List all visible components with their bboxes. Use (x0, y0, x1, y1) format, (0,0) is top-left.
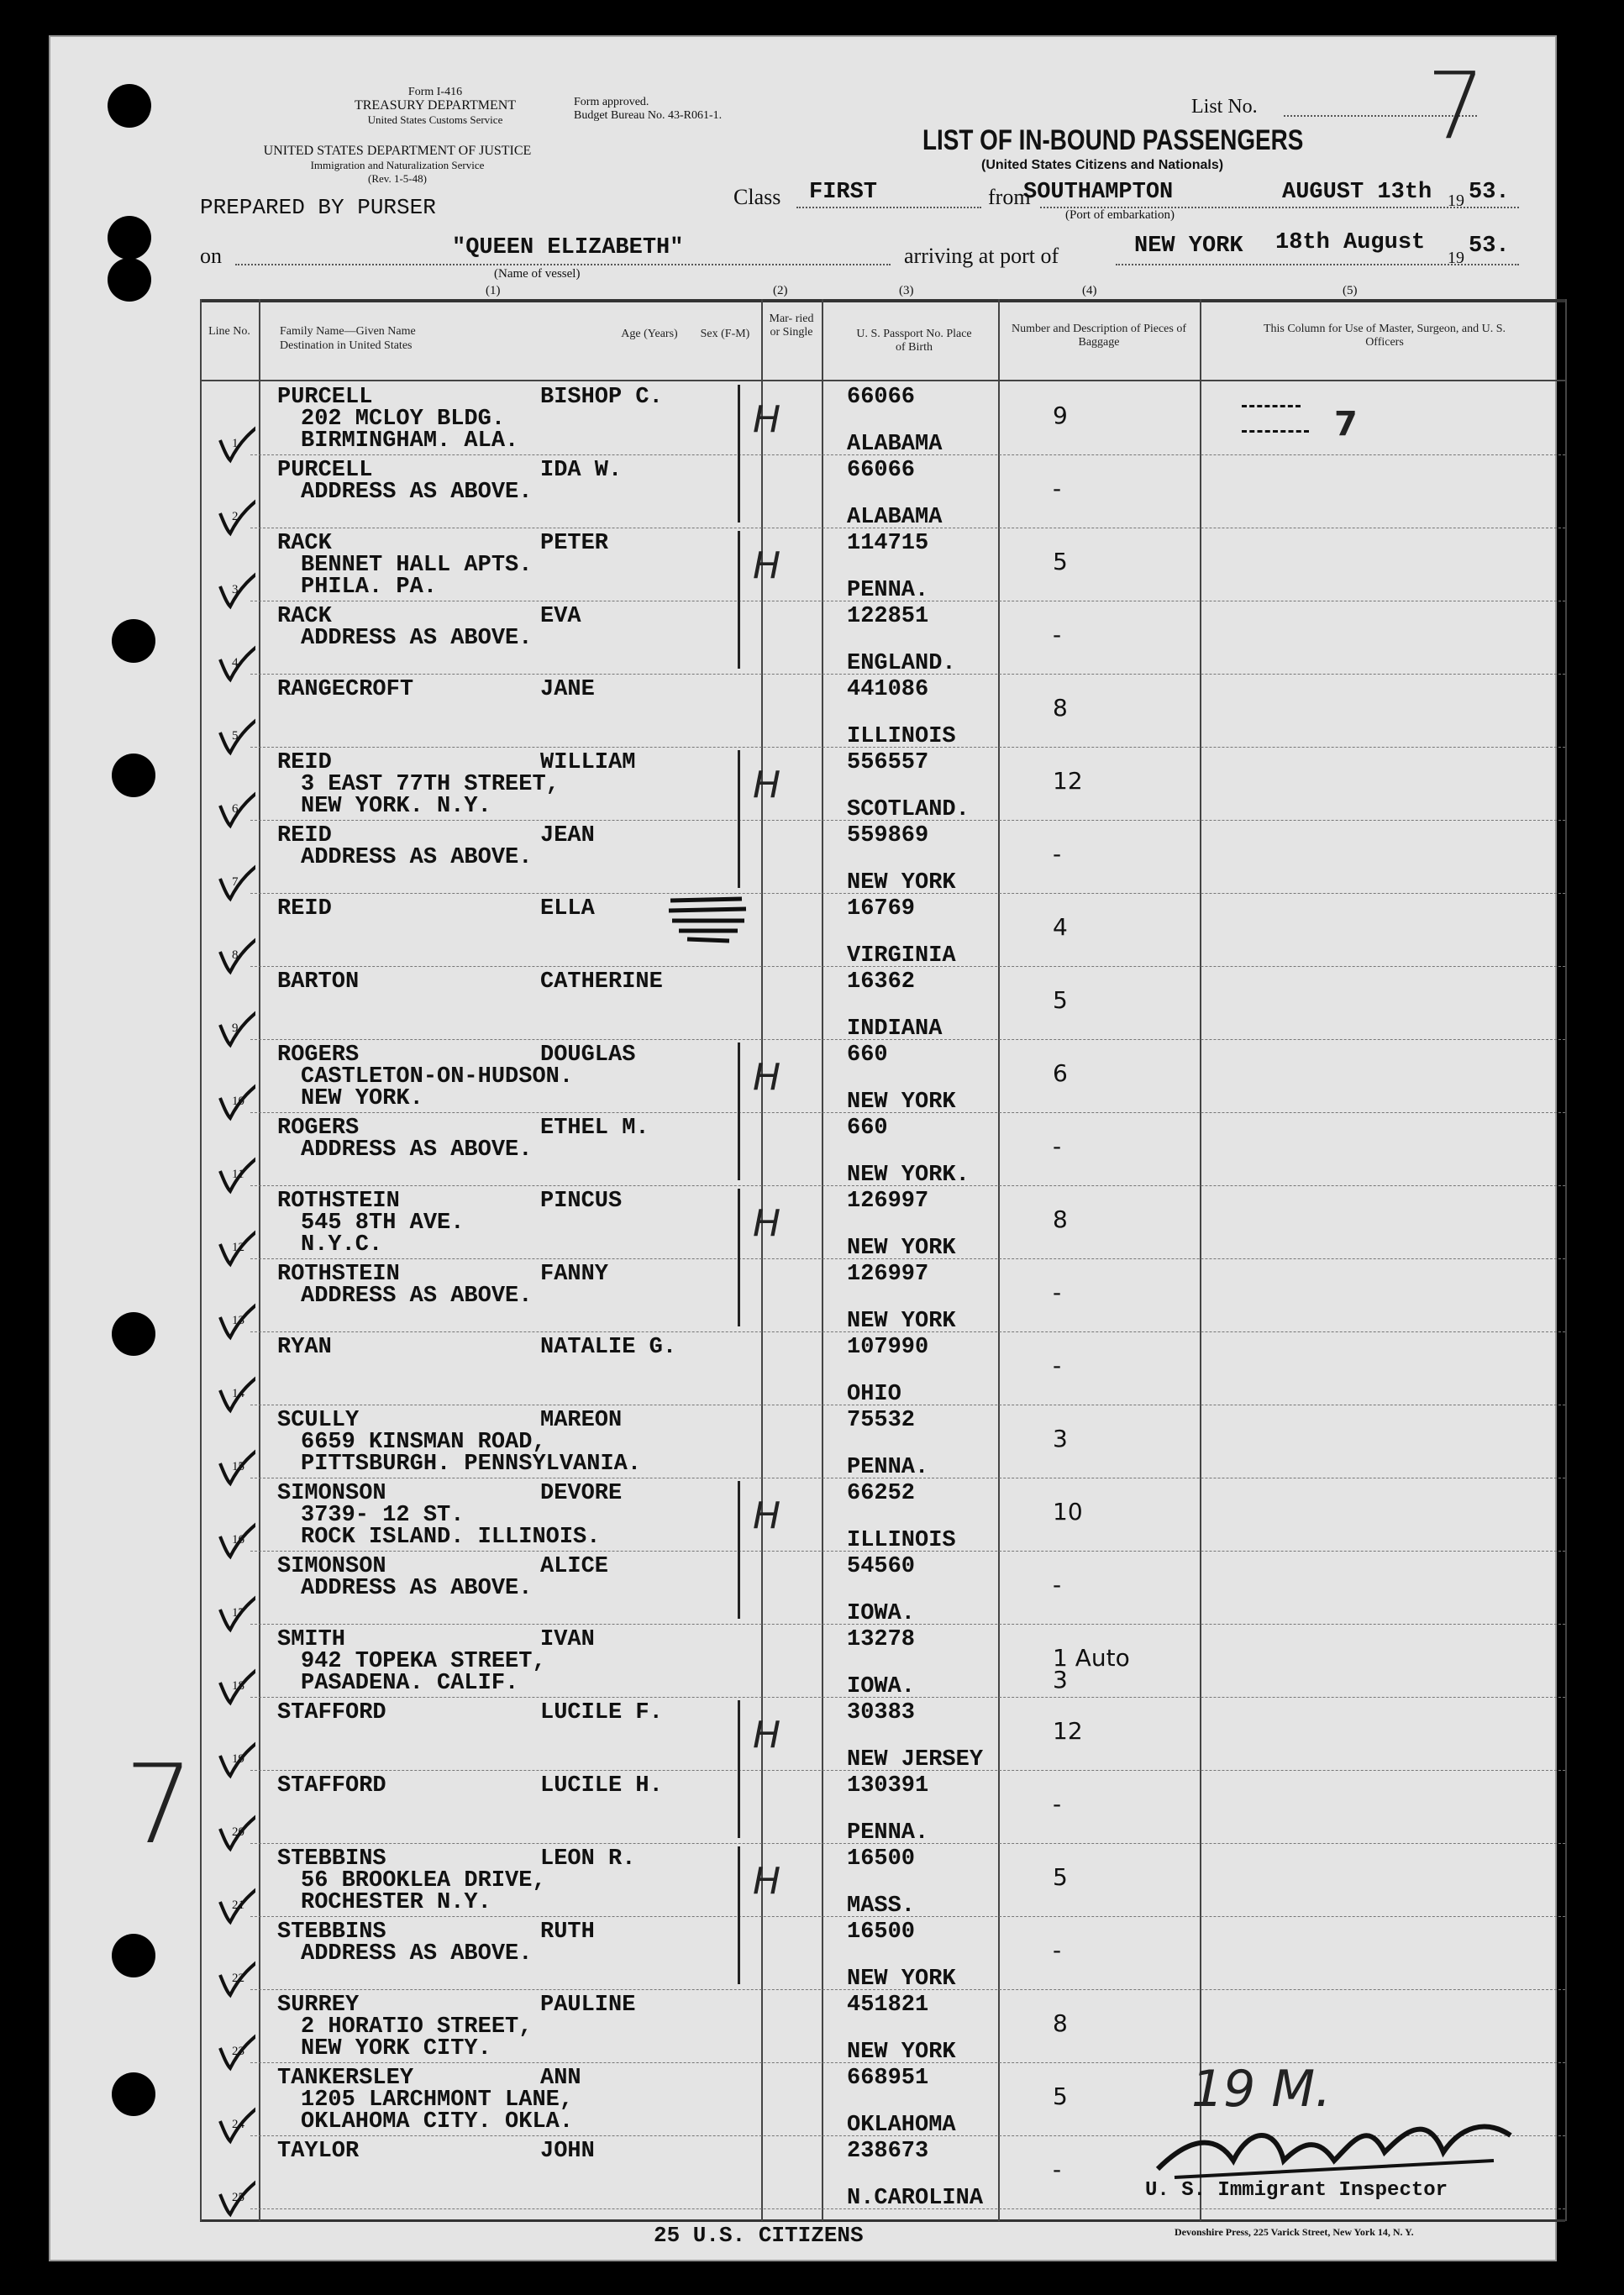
margin-mark: 7 (124, 1741, 194, 1868)
checkmark-icon (215, 415, 255, 465)
header-married: Mar- ried or Single (769, 312, 814, 339)
place-of-birth: SCOTLAND. (847, 797, 970, 822)
inspector-initials: 19 M. (1191, 2060, 1332, 2119)
punch-hole (108, 216, 151, 260)
place-of-birth: PENNA. (847, 578, 929, 603)
table-header-bottom (200, 380, 1565, 381)
passport-number: 66066 (847, 458, 916, 483)
address-line-1: ADDRESS AS ABOVE. (301, 626, 533, 651)
col-divider (761, 299, 763, 2221)
given-name: EVA (540, 604, 581, 629)
line-number: 20 (232, 1825, 244, 1839)
baggage-count: 3 (1053, 1425, 1068, 1452)
baggage-count: 12 (1053, 767, 1083, 795)
col-num-1: (1) (486, 284, 501, 297)
punch-hole (112, 2072, 155, 2116)
address-line-1: ADDRESS AS ABOVE. (301, 1576, 533, 1601)
justice-dept: UNITED STATES DEPARTMENT OF JUSTICE (263, 144, 532, 158)
from-value: SOUTHAMPTON (1023, 180, 1174, 205)
col-divider (200, 299, 202, 2221)
checkmark-icon (215, 2169, 255, 2219)
family-name: STEBBINS (277, 1846, 386, 1872)
checkmark-icon (215, 2023, 255, 2073)
given-name: JOHN (540, 2139, 595, 2164)
form-number: Form I-416 (407, 86, 463, 98)
passport-number: 114715 (847, 531, 929, 556)
address-line-1: CASTLETON-ON-HUDSON. (301, 1064, 574, 1090)
table-bottom-border (200, 2219, 1565, 2222)
sex-bracket (738, 750, 740, 888)
passport-number: 54560 (847, 1554, 916, 1579)
baggage-count: - (1053, 1132, 1062, 1160)
address-line-2: N.Y.C. (301, 1232, 383, 1258)
passport-number: 556557 (847, 750, 929, 775)
passport-number: 126997 (847, 1189, 929, 1214)
place-of-birth: ENGLAND. (847, 651, 956, 676)
sex-mark: H (753, 1714, 781, 1757)
family-name: STEBBINS (277, 1920, 386, 1945)
line-number: 13 (232, 1314, 244, 1327)
punch-hole (112, 619, 155, 663)
passport-number: 130391 (847, 1773, 929, 1799)
checkmark-icon (215, 853, 255, 904)
address-line-1: ADDRESS AS ABOVE. (301, 845, 533, 870)
line-number: 9 (232, 1021, 239, 1035)
sex-bracket (738, 1481, 740, 1619)
line-number: 2 (232, 510, 239, 523)
address-line-1: 202 MCLOY BLDG. (301, 407, 506, 432)
baggage-count: - (1053, 1352, 1062, 1379)
given-name: PETER (540, 531, 609, 556)
address-line-1: 942 TOPEKA STREET, (301, 1649, 546, 1674)
given-name: FANNY (540, 1262, 609, 1287)
list-no-value: 7 (1427, 52, 1485, 160)
family-name: REID (277, 896, 332, 922)
place-of-birth: ILLINOIS (847, 724, 956, 749)
baggage-count: 8 (1053, 2009, 1068, 2037)
sex-bracket (738, 1846, 740, 1984)
family-name: RACK (277, 604, 332, 629)
line-number: 16 (232, 1533, 244, 1547)
address-line-2: NEW YORK. N.Y. (301, 794, 491, 819)
punch-hole (108, 84, 151, 128)
place-of-birth: ALABAMA (847, 432, 943, 457)
given-name: JEAN (540, 823, 595, 848)
baggage-count: - (1053, 475, 1062, 502)
line-number: 6 (232, 802, 239, 816)
passport-number: 66252 (847, 1481, 916, 1506)
checkmark-icon (215, 561, 255, 612)
place-of-birth: NEW YORK (847, 1090, 956, 1115)
arrival-port: NEW YORK (1134, 234, 1243, 259)
given-name: WILLIAM (540, 750, 636, 775)
line-number: 25 (232, 2191, 244, 2204)
given-name: NATALIE G. (540, 1335, 677, 1360)
table-top-border (200, 299, 1565, 302)
address-line-1: ADDRESS AS ABOVE. (301, 1137, 533, 1163)
passport-number: 16500 (847, 1920, 916, 1945)
arrival-year: 53. (1469, 234, 1510, 259)
baggage-count: 1 Auto (1053, 1644, 1130, 1672)
vessel-label: (Name of vessel) (494, 267, 581, 281)
checkmark-icon (215, 2096, 255, 2146)
place-of-birth: ILLINOIS (847, 1528, 956, 1553)
class-label: Class (733, 185, 781, 209)
checkmark-icon (215, 488, 255, 538)
given-name: ALICE (540, 1554, 609, 1579)
sex-bracket (738, 1042, 740, 1180)
line-number: 24 (232, 2118, 244, 2131)
baggage-count: 8 (1053, 1205, 1068, 1233)
checkmark-icon (215, 927, 255, 977)
col-divider (998, 299, 1000, 2221)
checkmark-icon (215, 780, 255, 831)
place-of-birth: NEW JERSEY (847, 1747, 984, 1772)
header-dest: Destination in United States (280, 339, 413, 352)
col-divider (1565, 299, 1567, 2221)
sex-mark: H (753, 398, 781, 441)
address-line-2: NEW YORK CITY. (301, 2036, 491, 2061)
sex-mark: H (753, 764, 781, 806)
given-name: LEON R. (540, 1846, 636, 1872)
sex-mark: H (753, 544, 781, 587)
line-number: 7 (232, 875, 239, 889)
total-citizens: 25 U.S. CITIZENS (654, 2223, 864, 2248)
sex-bracket (738, 385, 740, 523)
baggage-count: 5 (1053, 986, 1068, 1014)
header-passport: U. S. Passport No. Place of Birth (856, 328, 972, 354)
baggage-count: - (1053, 1571, 1062, 1599)
place-of-birth: ALABAMA (847, 505, 943, 530)
line-number: 15 (232, 1460, 244, 1473)
baggage-count-2: 3 (1053, 1666, 1068, 1694)
place-of-birth: NEW YORK (847, 1309, 956, 1334)
family-name: STAFFORD (277, 1700, 386, 1725)
place-of-birth: MASS. (847, 1893, 916, 1919)
baggage-count: - (1053, 840, 1062, 868)
checkmark-icon (215, 1365, 255, 1415)
address-line-1: 3 EAST 77TH STREET, (301, 772, 560, 797)
family-name: TAYLOR (277, 2139, 360, 2164)
baggage-count: 10 (1053, 1498, 1083, 1526)
family-name: SCULLY (277, 1408, 360, 1433)
address-line-2: PITTSBURGH. PENNSYLVANIA. (301, 1452, 642, 1477)
arriving-label: arriving at port of (904, 244, 1059, 268)
address-line-2: BIRMINGHAM. ALA. (301, 428, 519, 454)
baggage-count: 8 (1053, 694, 1068, 722)
baggage-count: 12 (1053, 1717, 1083, 1745)
passport-number: 238673 (847, 2139, 929, 2164)
line-number: 19 (232, 1752, 244, 1766)
passport-number: 126997 (847, 1262, 929, 1287)
address-line-2: ROCK ISLAND. ILLINOIS. (301, 1525, 601, 1550)
line-number: 12 (232, 1241, 244, 1254)
header-name: Family Name—Given Name (280, 325, 416, 338)
line-number: 10 (232, 1095, 244, 1108)
passport-number: 668951 (847, 2066, 929, 2091)
line-number: 17 (232, 1606, 244, 1620)
line-number: 21 (232, 1898, 244, 1912)
passport-number: 559869 (847, 823, 929, 848)
family-name: RANGECROFT (277, 677, 414, 702)
family-name: SURREY (277, 1993, 360, 2018)
place-of-birth: IOWA. (847, 1674, 916, 1699)
ins-service: Immigration and Naturalization Service (310, 159, 485, 171)
form-approved: Form approved. (574, 96, 649, 108)
passport-number: 122851 (847, 604, 929, 629)
vessel-line (235, 264, 891, 265)
passport-number: 13278 (847, 1627, 916, 1652)
passport-number: 75532 (847, 1408, 916, 1433)
given-name: ELLA (540, 896, 595, 922)
family-name: REID (277, 823, 332, 848)
from-label: from (988, 185, 1031, 209)
officer-dash-mark (1242, 430, 1309, 433)
passport-number: 451821 (847, 1993, 929, 2018)
passport-number: 30383 (847, 1700, 916, 1725)
treasury-dept: TREASURY DEPARTMENT (354, 98, 517, 113)
depart-year: 53. (1469, 180, 1510, 205)
line-number: 14 (232, 1387, 244, 1400)
address-line-1: 2 HORATIO STREET, (301, 2014, 533, 2040)
sex-mark: H (753, 1494, 781, 1537)
officer-note: 7 (1334, 405, 1358, 444)
class-line (796, 207, 981, 208)
col-num-2: (2) (773, 284, 788, 297)
given-name: BISHOP C. (540, 385, 663, 410)
depart-year-prefix: 19 (1448, 192, 1464, 210)
baggage-count: - (1053, 1790, 1062, 1818)
line-number: 23 (232, 2045, 244, 2058)
punch-hole (112, 1312, 155, 1356)
officer-dash-mark (1242, 405, 1301, 407)
form-subtitle: (United States Citizens and Nationals) (981, 158, 1224, 172)
checkmark-icon (215, 1877, 255, 1927)
on-label: on (200, 244, 222, 268)
baggage-count: 5 (1053, 1863, 1068, 1891)
given-name: MAREON (540, 1408, 623, 1433)
address-line-2: PHILA. PA. (301, 575, 438, 600)
address-line-1: 6659 KINSMAN ROAD, (301, 1430, 546, 1455)
depart-date: AUGUST 13th (1282, 180, 1432, 205)
address-line-1: ADDRESS AS ABOVE. (301, 1284, 533, 1309)
col-num-3: (3) (899, 284, 914, 297)
address-line-1: 1205 LARCHMONT LANE, (301, 2088, 574, 2113)
checkmark-icon (215, 1804, 255, 1854)
given-name: PINCUS (540, 1189, 623, 1214)
header-age: Age (Years) (621, 328, 678, 340)
given-name: DEVORE (540, 1481, 623, 1506)
baggage-count: - (1053, 2156, 1062, 2183)
family-name: ROTHSTEIN (277, 1262, 400, 1287)
place-of-birth: N.CAROLINA (847, 2186, 984, 2211)
header-baggage: Number and Description of Pieces of Baggage (1012, 323, 1186, 349)
punch-hole (112, 1934, 155, 1977)
family-name: SIMONSON (277, 1554, 386, 1579)
arrival-year-prefix: 19 (1448, 249, 1464, 267)
passport-number: 107990 (847, 1335, 929, 1360)
family-name: ROGERS (277, 1042, 360, 1068)
baggage-count: 6 (1053, 1059, 1068, 1087)
checkmark-icon (215, 1730, 255, 1781)
family-name: SMITH (277, 1627, 346, 1652)
sex-bracket (738, 531, 740, 669)
address-line-1: ADDRESS AS ABOVE. (301, 480, 533, 505)
header-officers: This Column for Use of Master, Surgeon, and U. S. Officers (1263, 323, 1506, 349)
checkmark-icon (215, 1219, 255, 1269)
line-number: 4 (232, 656, 239, 670)
given-name: ETHEL M. (540, 1116, 649, 1141)
vessel-name: "QUEEN ELIZABETH" (452, 235, 684, 260)
baggage-count: 5 (1053, 2082, 1068, 2110)
baggage-count: 5 (1053, 548, 1068, 575)
checkmark-icon (215, 1146, 255, 1196)
col-divider (1200, 299, 1201, 2221)
family-name: TANKERSLEY (277, 2066, 414, 2091)
checkmark-icon (215, 1073, 255, 1123)
place-of-birth: INDIANA (847, 1016, 943, 1042)
given-name: CATHERINE (540, 969, 663, 995)
given-name: PAULINE (540, 1993, 636, 2018)
place-of-birth: IOWA. (847, 1601, 916, 1626)
given-name: LUCILE H. (540, 1773, 663, 1799)
col-num-4: (4) (1082, 284, 1097, 297)
address-line-1: ADDRESS AS ABOVE. (301, 1941, 533, 1967)
family-name: ROGERS (277, 1116, 360, 1141)
revision: (Rev. 1-5-48) (368, 172, 427, 185)
address-line-1: 3739- 12 ST. (301, 1503, 465, 1528)
passport-number: 66066 (847, 385, 916, 410)
given-name: IDA W. (540, 458, 623, 483)
budget-bureau: Budget Bureau No. 43-R061-1. (574, 109, 723, 122)
header-sex: Sex (F-M) (700, 328, 750, 340)
checkmark-icon (215, 1511, 255, 1562)
checkmark-icon (215, 634, 255, 685)
sex-mark: H (753, 1056, 781, 1099)
family-name: ROTHSTEIN (277, 1189, 400, 1214)
line-number: 1 (232, 437, 239, 450)
prepared-by: PREPARED BY PURSER (200, 195, 436, 220)
family-name: RYAN (277, 1335, 332, 1360)
sex-mark: H (753, 1202, 781, 1245)
col-num-5: (5) (1343, 284, 1358, 297)
place-of-birth: NEW YORK. (847, 1163, 970, 1188)
line-number: 8 (232, 948, 239, 962)
line-number: 18 (232, 1679, 244, 1693)
family-name: PURCELL (277, 385, 373, 410)
address-line-2: ROCHESTER N.Y. (301, 1890, 491, 1915)
baggage-count: 4 (1053, 913, 1068, 941)
printer-line: Devonshire Press, 225 Varick Street, New York 14, N. Y. (1175, 2226, 1414, 2238)
passport-number: 16362 (847, 969, 916, 995)
list-no-label: List No. (1191, 96, 1258, 118)
baggage-count: - (1053, 1279, 1062, 1306)
family-name: STAFFORD (277, 1773, 386, 1799)
passport-number: 16500 (847, 1846, 916, 1872)
place-of-birth: OKLAHOMA (847, 2113, 956, 2138)
punch-hole (112, 754, 155, 797)
line-number: 3 (232, 583, 239, 596)
place-of-birth: NEW YORK (847, 1236, 956, 1261)
checkmark-icon (215, 1292, 255, 1342)
family-name: RACK (277, 531, 332, 556)
place-of-birth: NEW YORK (847, 2040, 956, 2065)
passport-number: 660 (847, 1116, 888, 1141)
place-of-birth: PENNA. (847, 1820, 929, 1846)
address-line-2: PASADENA. CALIF. (301, 1671, 519, 1696)
inspector-label: U. S. Immigrant Inspector (1145, 2179, 1448, 2202)
family-name: BARTON (277, 969, 360, 995)
family-name: PURCELL (277, 458, 373, 483)
baggage-count: - (1053, 1936, 1062, 1964)
given-name: LUCILE F. (540, 1700, 663, 1725)
line-number: 5 (232, 729, 239, 743)
checkmark-icon (215, 1584, 255, 1635)
place-of-birth: PENNA. (847, 1455, 929, 1480)
arrival-date: 18th August (1275, 230, 1426, 255)
col-divider (259, 299, 260, 2221)
passport-number: 441086 (847, 677, 929, 702)
scribble-mark (662, 884, 754, 951)
manifest-page (49, 35, 1557, 2261)
address-line-1: 545 8TH AVE. (301, 1211, 465, 1236)
sex-bracket (738, 1700, 740, 1838)
given-name: RUTH (540, 1920, 595, 1945)
address-line-1: 56 BROOKLEA DRIVE, (301, 1868, 546, 1893)
baggage-count: - (1053, 621, 1062, 649)
sex-bracket (738, 1189, 740, 1326)
passport-number: 16769 (847, 896, 916, 922)
form-title: LIST OF IN-BOUND PASSENGERS (922, 124, 1304, 156)
checkmark-icon (215, 707, 255, 758)
place-of-birth: OHIO (847, 1382, 901, 1407)
address-line-2: NEW YORK. (301, 1086, 423, 1111)
port-embark-label: (Port of embarkation) (1065, 208, 1175, 222)
line-number: 11 (232, 1168, 244, 1181)
given-name: JANE (540, 677, 595, 702)
sex-mark: H (753, 1860, 781, 1903)
customs-service: United States Customs Service (367, 113, 503, 126)
line-number: 22 (232, 1972, 244, 1985)
given-name: DOUGLAS (540, 1042, 636, 1068)
family-name: SIMONSON (277, 1481, 386, 1506)
checkmark-icon (215, 1657, 255, 1708)
checkmark-icon (215, 1438, 255, 1489)
place-of-birth: NEW YORK (847, 870, 956, 895)
class-value: FIRST (809, 180, 878, 205)
checkmark-icon (215, 1950, 255, 2000)
baggage-count: 9 (1053, 402, 1068, 429)
family-name: REID (277, 750, 332, 775)
place-of-birth: NEW YORK (847, 1967, 956, 1992)
header-line-no: Line No. (208, 325, 250, 338)
address-line-2: OKLAHOMA CITY. OKLA. (301, 2109, 574, 2135)
passport-number: 660 (847, 1042, 888, 1068)
address-line-1: BENNET HALL APTS. (301, 553, 533, 578)
given-name: ANN (540, 2066, 581, 2091)
given-name: IVAN (540, 1627, 595, 1652)
checkmark-icon (215, 1000, 255, 1050)
col-divider (822, 299, 823, 2221)
punch-hole (108, 258, 151, 302)
place-of-birth: VIRGINIA (847, 943, 956, 969)
